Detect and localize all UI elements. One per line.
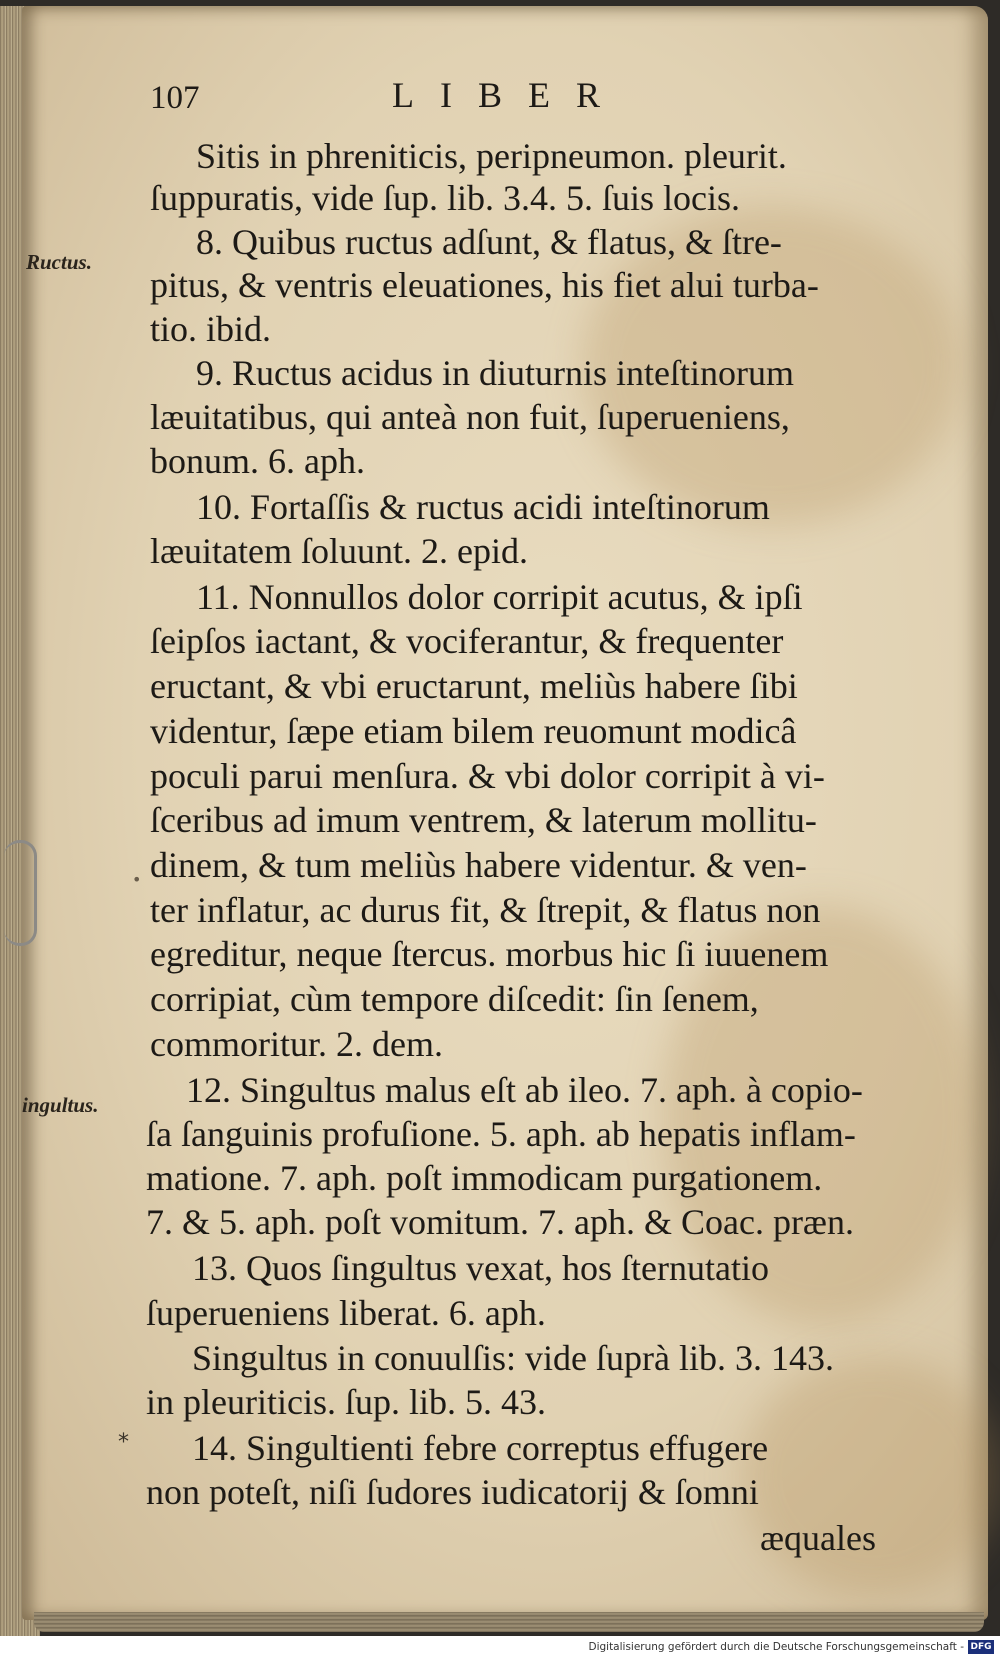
asterisk-mark: *: [118, 1430, 129, 1455]
text-line: in pleuriticis. ſup. lib. 5. 43.: [146, 1382, 546, 1422]
text-line: non poteſt, niſi ſudores iudicatorij & ſomni: [146, 1472, 759, 1512]
text-line: egreditur, neque ſtercus. morbus hic ſi iuuenem: [150, 934, 829, 974]
text-line: 10. Fortaſſis & ructus acidi inteſtinorum: [196, 487, 770, 527]
text-line: corripiat, cùm tempore diſcedit: ſin ſenem,: [150, 979, 759, 1019]
text-line: videntur, ſæpe etiam bilem reuomunt modicâ: [150, 711, 797, 751]
text-line: ter inflatur, ac durus fit, & ſtrepit, & flatus non: [150, 890, 821, 930]
text-line: tio. ibid.: [150, 309, 272, 349]
text-line: Singultus in conuulſis: vide ſuprà lib. 3. 143.: [192, 1338, 834, 1378]
text-line: ſuperueniens liberat. 6. aph.: [146, 1293, 546, 1333]
text-line: 9. Ructus acidus in diuturnis inteſtinorum: [196, 353, 794, 393]
dfg-logo-icon: DFG: [968, 1640, 994, 1654]
text-line: pitus, & ventris eleuationes, his fiet alui turba-: [150, 265, 819, 305]
text-line: matione. 7. aph. poſt immodicam purgationem.: [146, 1158, 823, 1198]
text-line: 7. & 5. aph. poſt vomitum. 7. aph. & Coac. præn.: [146, 1202, 854, 1242]
text-line: æquales: [760, 1518, 876, 1558]
margin-note-singultus: ingultus.: [22, 1093, 99, 1117]
margin-note-ructus: Ructus.: [26, 250, 92, 274]
text-line: ſeipſos iactant, & vociferantur, & frequenter: [150, 621, 784, 661]
text-line: 13. Quos ſingultus vexat, hos ſternutatio: [192, 1248, 769, 1288]
page-clip: [4, 840, 37, 946]
text-line: bonum. 6. aph.: [150, 441, 365, 481]
text-line: 11. Nonnullos dolor corripit acutus, & ipſi: [196, 577, 803, 617]
text-line: 14. Singultienti febre correptus effugere: [192, 1428, 769, 1468]
text-line: Sitis in phreniticis, peripneumon. pleurit.: [196, 136, 787, 176]
digitization-credit: Digitalisierung gefördert durch die Deutsche Forschungsgemeinschaft -: [588, 1641, 964, 1653]
page-bottom-edge: [34, 1612, 984, 1632]
running-title: LIBER: [392, 75, 626, 115]
pointer-mark: •: [132, 870, 142, 889]
text-line: ſa ſanguinis profuſione. 5. aph. ab hepatis inflam-: [146, 1114, 856, 1154]
text-line: ſuppuratis, vide ſup. lib. 3.4. 5. ſuis locis.: [150, 178, 740, 218]
text-line: poculi parui menſura. & vbi dolor corripit à vi-: [150, 756, 825, 796]
text-line: læuitatibus, qui anteà non fuit, ſuperueniens,: [150, 397, 790, 437]
text-line: læuitatem ſoluunt. 2. epid.: [150, 531, 528, 571]
page-number: 107: [150, 80, 200, 116]
text-line: 12. Singultus malus eſt ab ileo. 7. aph. à copio-: [186, 1070, 863, 1110]
text-line: ſceribus ad imum ventrem, & laterum mollitu-: [150, 800, 817, 840]
text-line: eructant, & vbi eructarunt, meliùs habere ſibi: [150, 666, 798, 706]
text-line: commoritur. 2. dem.: [150, 1024, 443, 1064]
text-line: 8. Quibus ructus adſunt, & flatus, & ſtre-: [196, 222, 782, 262]
water-stain: [742, 1356, 1000, 1596]
text-line: dinem, & tum meliùs habere videntur. & ven-: [150, 845, 807, 885]
